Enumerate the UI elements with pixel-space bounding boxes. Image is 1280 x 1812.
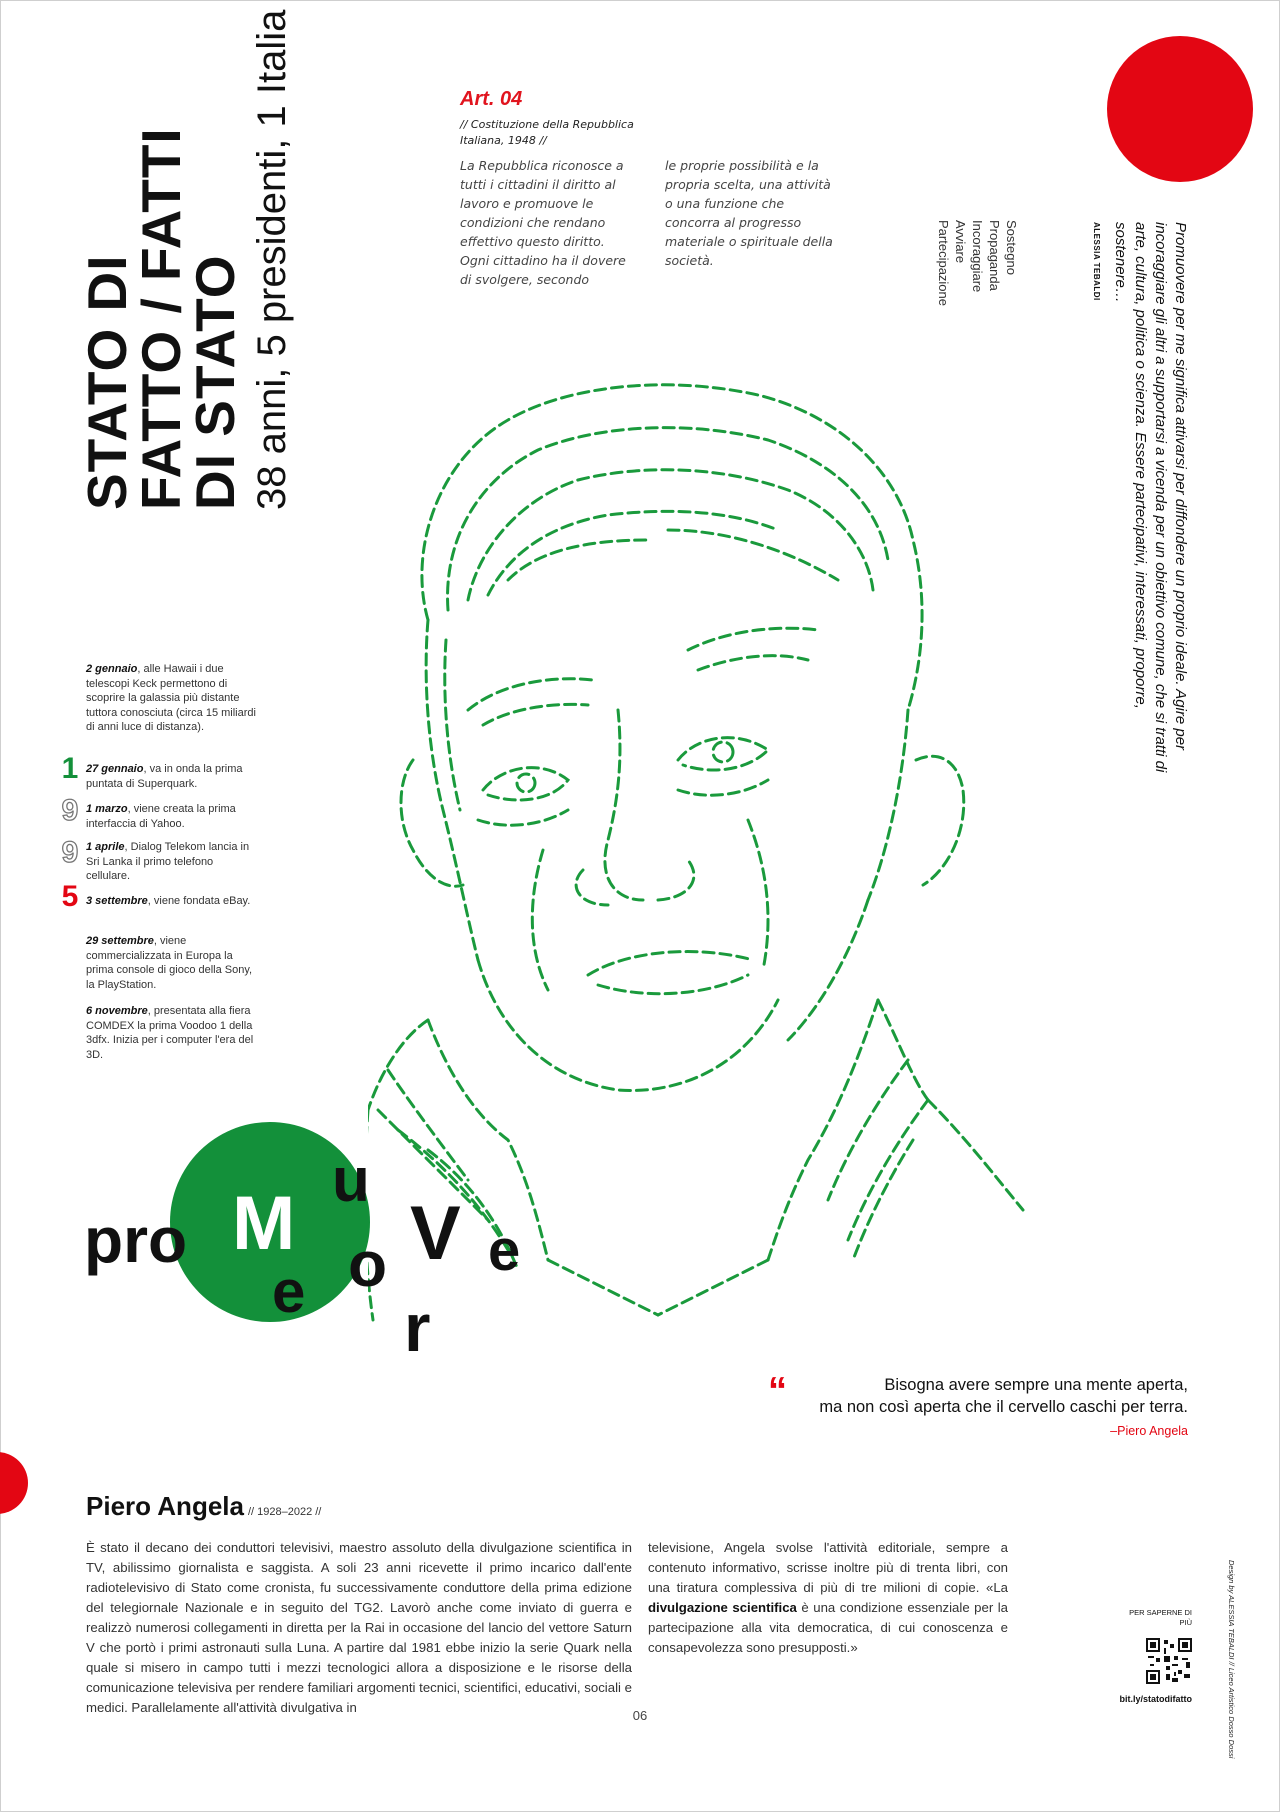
pull-quote — [768, 1370, 1188, 1442]
article-col-1: La Repubblica riconosce a tutti i cittadini il diritto al lavoro e promuove le condizioni che rendano effettivo questo diritto. Ogni cittadino ha il dovere di svolgere, secondo — [460, 158, 626, 287]
timeline-event: 27 gennaio, va in onda la prima puntata di Superquark. — [86, 763, 243, 790]
timeline-event: 1 marzo, viene creata la prima interfaccia di Yahoo. — [86, 803, 236, 830]
letter-o: o — [348, 1228, 388, 1300]
letter-r: r — [404, 1290, 431, 1366]
vertical-title — [76, 9, 294, 510]
year-digit: 1 — [61, 752, 79, 785]
side-quote — [1086, 222, 1190, 782]
word-list-item: Incoraggiare — [970, 220, 985, 293]
article-source: // Costituzione della Repubblica Italiana, 1948 // — [460, 118, 634, 147]
year-digit: 9 — [61, 794, 79, 827]
page-number: 06 — [632, 1708, 648, 1723]
portrait-illustration — [368, 380, 1028, 1400]
quote-mark-icon: “ — [768, 1370, 787, 1412]
red-circle — [1107, 36, 1253, 182]
word-list-item: Propaganda — [987, 220, 1002, 291]
quote-line-2: ma non così aperta che il cervello caschi per terra. — [819, 1398, 1188, 1416]
letter-e-1: e — [488, 1218, 521, 1283]
word-list-item: Avviare — [953, 220, 968, 264]
bio-name: Piero Angela — [86, 1491, 244, 1521]
article-header — [460, 88, 840, 149]
timeline-event: 2 gennaio, alle Hawaii i due telescopi Keck permettono di scoprire la galassia più distante tuttora conosciuta (circa 15 miliardi di anni luce di distanza). — [86, 663, 256, 733]
title-subtitle: 38 anni, 5 presidenti, 1 Italia — [250, 9, 294, 510]
year-digit: 9 — [61, 836, 79, 869]
title-line-1: STATO DI — [76, 254, 138, 510]
letter-v: V — [410, 1191, 461, 1276]
article-col-2: le proprie possibilità e la propria scelta, una attività o una funzione che concorra al progresso materiale o spirituale della società. — [665, 158, 833, 268]
timeline-event: 1 aprile, Dialog Telekom lancia in Sri Lanka il primo telefono cellulare. — [86, 841, 250, 882]
article-text — [460, 156, 840, 289]
letter-e-2: e — [272, 1258, 306, 1325]
side-quote-text: Promuovere per me significa attivarsi per diffondere un proprio ideale. Agire per incoraggiare gli altri a supportarsi a vicenda per un obiettivo comune, che si tratti di arte, cultura, politica o scienza. Essere partecipativi, interessati, proporre, sostenere… — [1112, 222, 1189, 773]
quote-line-1: Bisogna avere sempre una mente aperta, — [884, 1376, 1188, 1394]
word-list-item: Sostegno — [1004, 220, 1019, 275]
word-list — [935, 220, 1020, 306]
design-credit: Design by ALESSIA TEBALDI // Liceo Artistico Dosso Dossi — [1227, 1560, 1236, 1759]
timeline-event: 6 novembre, presentata alla fiera COMDEX la prima Voodoo 1 della 3dfx. Inizia per i computer l'era del 3D. — [86, 1005, 254, 1061]
more-info-label: PER SAPERNE DI PIÙ — [1129, 1608, 1192, 1627]
side-quote-author: ALESSIA TEBALDI — [1092, 222, 1101, 301]
bio-dates: // 1928–2022 // — [247, 1506, 322, 1518]
title-line-2: FATTO / FATTI — [130, 127, 192, 510]
timeline-event: 3 settembre, viene fondata eBay. — [86, 895, 251, 907]
letter-u: u — [332, 1146, 370, 1215]
timeline-event: 29 settembre, viene commercializzata in Europa la prima console di gioco della Sony, la PlayStation. — [86, 935, 253, 991]
bio-column-2: televisione, Angela svolse l'attività editoriale, sempre a contenuto informativo, scrisse inoltre più di trenta libri, con una tiratura complessiva di più di tre milioni di copie. «La divulgazione scientifica è una condizione essenziale per la partecipazione alla vita democratica, di cui conoscenza e consapevolezza sono presupposti.» — [648, 1540, 1009, 1655]
bio-column-1: È stato il decano dei conduttori televisivi, maestro assoluto della divulgazione scientifica in TV, abilissimo giornalista e saggista. A soli 23 anni ricevette il primo incarico dall'ente radiotelevisivo di Stato come cronista, fu successivamente conduttore della prima edizione del telegiornale Nazionale e in seguito del TG2. Lavorò anche come inviato di guerra e realizzò numerosi collegamenti in diretta per la Rai in occasione del lancio del vettore Saturn V che portò i primi astronauti sulla Luna. A partire dal 1981 ebbe inizio la serie Quark nella quale si misero in campo tutti i mezzi tecnologici allora a disposizione e le risorse della comunicazione televisiva per rendere familiari argomenti tecnici, scientifici, educativi, sociali e medici. Parallelamente all'attività divulgativa in — [86, 1540, 632, 1715]
footer-url[interactable]: bit.ly/statodifatto — [1119, 1694, 1192, 1704]
title-line-3: DI STATO — [184, 254, 246, 510]
article-heading: Art. 04 — [460, 88, 523, 110]
bio-heading — [86, 1491, 321, 1522]
word-list-item: Partecipazione — [936, 220, 951, 306]
qr-code-icon[interactable] — [1146, 1638, 1192, 1684]
letters-pro: pro — [84, 1204, 188, 1276]
letter-m: M — [232, 1181, 296, 1266]
year-digit: 5 — [61, 880, 79, 913]
quote-author: –Piero Angela — [1110, 1424, 1188, 1438]
